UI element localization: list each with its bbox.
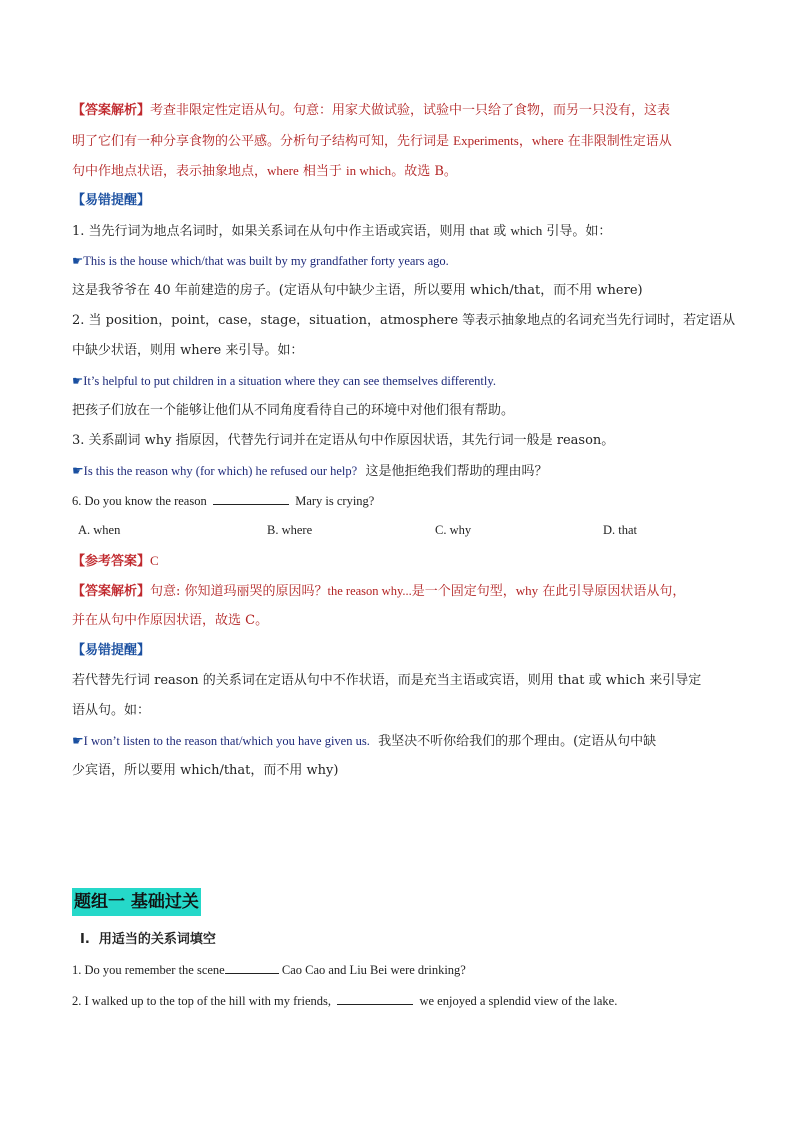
- q5-tip2-line2: 中缺少状语，则用 where 来引导。如：: [72, 343, 304, 358]
- q5-analysis-2a: 明了它们有一种分享食物的公平感。分析句子结构可知，先行词是: [72, 134, 454, 149]
- q5-analysis-line1: [72, 96, 734, 126]
- q5-analysis-3c: 。故选 B。: [391, 164, 457, 179]
- q5-tip1: [72, 216, 734, 247]
- answer-blank[interactable]: [213, 492, 289, 505]
- q5-tip1-b: 或: [489, 224, 511, 239]
- answer-blank[interactable]: [337, 992, 413, 1005]
- q5-analysis-line3: [72, 156, 734, 187]
- example2-english: It’s helpful to put children in a situation where they can see themselves differently.: [83, 374, 496, 388]
- q6-analysis-line2: 并在从句中作原因状语，故选 C。: [72, 613, 269, 628]
- q5-analysis-2-en1: Experiments: [453, 133, 519, 148]
- exercise-2: [72, 986, 734, 1016]
- q5-example2: [72, 366, 734, 396]
- subsection-title: 用适当的关系词填空: [98, 932, 216, 947]
- answer-blank[interactable]: [225, 961, 279, 974]
- subsection-number: I.: [80, 932, 90, 947]
- q5-tip1-c: 引导。如：: [542, 224, 612, 239]
- q6-tip-line2: 语从句。如：: [72, 703, 151, 718]
- q5-analysis-line2: [72, 126, 734, 157]
- q5-tip2-line1: 2. 当 position，point，case，stage，situation，atmosphere 等表示抽象地点的名词充当先行词时，若定语从: [72, 313, 736, 328]
- answer-analysis-tag: 【答案解析】: [72, 103, 151, 118]
- q6-tip-line1: 若代替先行词 reason 的关系词在定语从句中不作状语，而是充当主语或宾语，则用 that 或 which 来引导定: [72, 673, 702, 688]
- q5-example3: [72, 456, 734, 487]
- q5-tip-heading: [72, 186, 734, 216]
- exercise-1-b: Cao Cao and Liu Bei were drinking?: [281, 963, 466, 977]
- section-title: 题组一 基础过关: [72, 888, 201, 916]
- subsection-heading: [80, 925, 734, 955]
- q6-analysis-1-en: the reason why...: [327, 584, 412, 598]
- q6-analysis-1b: 是一个固定句型，: [411, 584, 516, 599]
- q6-example-translation: 我坚决不听你给我们的那个理由。(定语从句中缺: [378, 734, 657, 749]
- q6-example-english: I won’t listen to the reason that/which you have given us.: [83, 734, 370, 748]
- q6-option-b[interactable]: B. where: [267, 523, 313, 537]
- q6-stem-a: 6. Do you know the reason: [72, 494, 207, 508]
- q6-analysis-1-en2: why: [515, 583, 539, 598]
- q6-analysis-line1: [72, 576, 734, 607]
- q6-analysis-1a: 句意: 你知道玛丽哭的原因吗？: [150, 584, 328, 599]
- q5-example1-translation: 这是我爷爷在 40 年前建造的房子。(定语从句中缺少主语，所以要用 which/that，而不用 where): [72, 283, 643, 298]
- exercise-2-a: 2. I walked up to the top of the hill with my friends,: [72, 994, 331, 1008]
- answer-analysis-tag: 【答案解析】: [72, 584, 151, 599]
- q5-analysis-3-en2: in which: [346, 163, 392, 178]
- q5-analysis-3-en1: where: [267, 163, 299, 178]
- q6-stem-b: Mary is crying?: [295, 494, 375, 508]
- q6-tip-heading: [72, 636, 734, 666]
- exercise-1: [72, 955, 734, 985]
- q5-tip1-en1: that: [469, 223, 490, 238]
- example1-english: This is the house which/that was built by my grandfather forty years ago.: [83, 254, 449, 268]
- q6-answer: [72, 546, 734, 577]
- q5-tip1-a: 1. 当先行词为地点名词时，如果关系词在从句中作主语或宾语，则用: [72, 224, 470, 239]
- q5-analysis-3a: 句中作地点状语，表示抽象地点，: [72, 164, 268, 179]
- example3-english: Is this the reason why (for which) he refused our help?: [83, 464, 358, 478]
- pointing-hand-icon: ☛: [72, 374, 84, 388]
- q6-stem: [72, 486, 734, 516]
- q5-analysis-3b: 相当于: [298, 164, 347, 179]
- error-tip-tag: 【易错提醒】: [72, 643, 151, 658]
- exercise-2-b: we enjoyed a splendid view of the lake.: [419, 994, 618, 1008]
- q6-example: [72, 726, 734, 757]
- q5-analysis-2c: 在非限制性定语从: [563, 134, 672, 149]
- example3-translation: 这是他拒绝我们帮助的理由吗？: [365, 464, 548, 479]
- q5-tip1-en2: which: [510, 223, 543, 238]
- pointing-hand-icon: ☛: [72, 254, 84, 268]
- q6-option-c[interactable]: C. why: [435, 523, 472, 537]
- q5-analysis-text: 考查非限定性定语从句。句意：用家犬做试验，试验中一只给了食物，而另一只没有，这表: [150, 103, 671, 118]
- error-tip-tag: 【易错提醒】: [72, 193, 151, 208]
- pointing-hand-icon: ☛: [72, 464, 84, 479]
- q5-tip3: 3. 关系副词 why 指原因，代替先行词并在定语从句中作原因状语，其先行词一般是 reason。: [72, 433, 615, 448]
- q5-analysis-2-en2: where: [531, 133, 564, 148]
- exercise-1-a: 1. Do you remember the scene: [72, 963, 225, 977]
- q6-option-a[interactable]: A. when: [78, 523, 121, 537]
- q6-analysis-1c: 在此引导原因状语从句，: [538, 584, 686, 599]
- pointing-hand-icon: ☛: [72, 734, 84, 749]
- q6-example-translation-line2: 少宾语，所以要用 which/that，而不用 why): [72, 763, 339, 778]
- reference-answer-tag: 【参考答案】: [72, 554, 151, 569]
- q5-example2-translation: 把孩子们放在一个能够让他们从不同角度看待自己的环境中对他们很有帮助。: [72, 403, 515, 418]
- reference-answer: C: [150, 553, 159, 568]
- q5-example1: [72, 246, 734, 276]
- q5-analysis-2b: ，: [518, 134, 532, 149]
- q6-option-d[interactable]: D. that: [603, 523, 638, 537]
